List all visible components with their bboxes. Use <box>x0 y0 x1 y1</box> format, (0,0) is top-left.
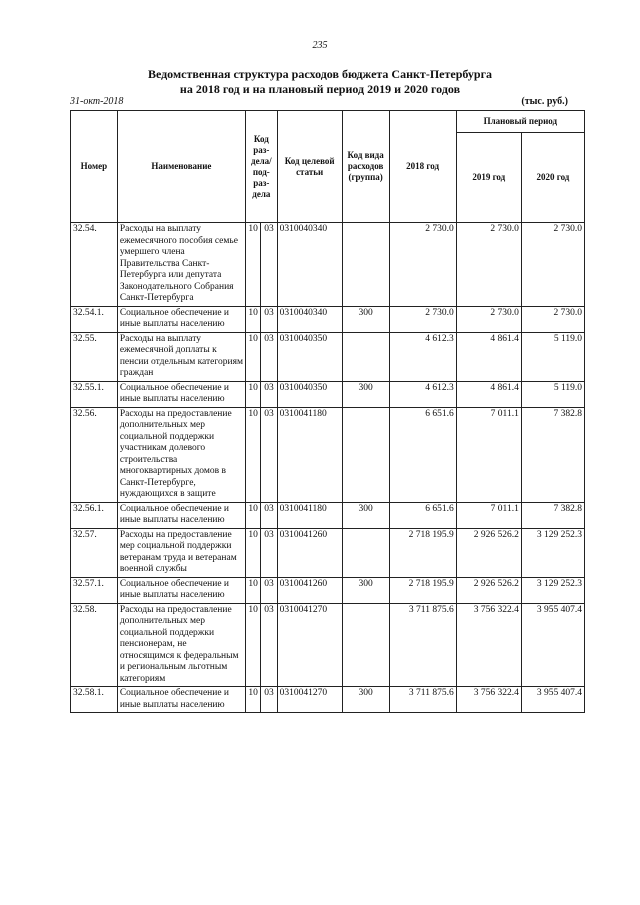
row-expense-type: 300 <box>342 577 389 603</box>
table-row <box>71 502 585 528</box>
table-body <box>71 223 585 713</box>
header-expense-type: Код вида расходов (группа) <box>342 111 389 223</box>
row-subsection-code: 03 <box>261 223 277 307</box>
row-section-code: 10 <box>246 407 261 502</box>
table-row <box>71 528 585 577</box>
row-number: 32.56. <box>71 407 118 502</box>
table-row <box>71 687 585 713</box>
row-section-code: 10 <box>246 687 261 713</box>
row-name: Расходы на предоставление мер социальной поддержки ветеранам труда и ветеранам военной службы <box>117 528 245 577</box>
row-number: 32.58. <box>71 603 118 687</box>
row-expense-type: 300 <box>342 381 389 407</box>
row-section-code: 10 <box>246 381 261 407</box>
header-planned-period: Плановый период <box>456 111 584 133</box>
row-target-code: 0310041180 <box>277 502 342 528</box>
row-section-code: 10 <box>246 332 261 381</box>
row-expense-type: 300 <box>342 306 389 332</box>
title-line-1: Ведомственная структура расходов бюджета Санкт-Петербурга <box>147 67 493 81</box>
row-target-code: 0310041180 <box>277 407 342 502</box>
row-subsection-code: 03 <box>261 332 277 381</box>
row-amount-2018: 4 612.3 <box>389 381 456 407</box>
row-subsection-code: 03 <box>261 577 277 603</box>
page-number: 235 <box>312 40 328 51</box>
row-expense-type: 300 <box>342 502 389 528</box>
row-number: 32.54. <box>71 223 118 307</box>
row-subsection-code: 03 <box>261 687 277 713</box>
table-row <box>71 381 585 407</box>
row-section-code: 10 <box>246 502 261 528</box>
row-amount-2020: 5 119.0 <box>521 332 584 381</box>
row-amount-2020: 2 730.0 <box>521 223 584 307</box>
row-amount-2018: 4 612.3 <box>389 332 456 381</box>
budget-table <box>70 110 585 713</box>
row-amount-2019: 7 011.1 <box>456 502 521 528</box>
row-amount-2019: 3 756 322.4 <box>456 687 521 713</box>
row-amount-2019: 2 926 526.2 <box>456 577 521 603</box>
row-amount-2020: 3 129 252.3 <box>521 577 584 603</box>
row-number: 32.57. <box>71 528 118 577</box>
row-expense-type <box>342 332 389 381</box>
row-expense-type: 300 <box>342 687 389 713</box>
header-target: Код целевой статьи <box>277 111 342 223</box>
row-section-code: 10 <box>246 577 261 603</box>
row-section-code: 10 <box>246 306 261 332</box>
row-expense-type <box>342 603 389 687</box>
row-section-code: 10 <box>246 603 261 687</box>
document-title <box>60 67 580 97</box>
table-row <box>71 407 585 502</box>
header-year-2020: 2020 год <box>521 133 584 223</box>
currency-unit: (тыс. руб.) <box>521 96 568 107</box>
table-row <box>71 577 585 603</box>
row-target-code: 0310040350 <box>277 332 342 381</box>
row-amount-2019: 4 861.4 <box>456 332 521 381</box>
row-subsection-code: 03 <box>261 381 277 407</box>
row-amount-2020: 3 955 407.4 <box>521 687 584 713</box>
row-amount-2019: 2 730.0 <box>456 306 521 332</box>
row-number: 32.55.1. <box>71 381 118 407</box>
row-amount-2020: 3 129 252.3 <box>521 528 584 577</box>
row-name: Социальное обеспечение и иные выплаты населению <box>117 502 245 528</box>
row-amount-2018: 6 651.6 <box>389 502 456 528</box>
row-amount-2019: 2 730.0 <box>456 223 521 307</box>
row-amount-2018: 2 730.0 <box>389 223 456 307</box>
row-name: Расходы на предоставление дополнительных мер социальной поддержки участникам долевого строительства многоквартирных домов в Санкт-Петербурге, нуждающихся в защите <box>117 407 245 502</box>
row-number: 32.57.1. <box>71 577 118 603</box>
row-expense-type <box>342 407 389 502</box>
row-subsection-code: 03 <box>261 603 277 687</box>
row-target-code: 0310040340 <box>277 223 342 307</box>
table-row <box>71 332 585 381</box>
row-amount-2020: 7 382.8 <box>521 407 584 502</box>
row-subsection-code: 03 <box>261 306 277 332</box>
header-number: Номер <box>71 111 118 223</box>
row-subsection-code: 03 <box>261 407 277 502</box>
row-amount-2020: 2 730.0 <box>521 306 584 332</box>
header-name: Наименование <box>117 111 245 223</box>
row-number: 32.54.1. <box>71 306 118 332</box>
row-amount-2020: 7 382.8 <box>521 502 584 528</box>
row-name: Социальное обеспечение и иные выплаты населению <box>117 687 245 713</box>
row-name: Расходы на предоставление дополнительных мер социальной поддержки пенсионерам, не относящимся к федеральным и региональным льготным категориям <box>117 603 245 687</box>
row-subsection-code: 03 <box>261 528 277 577</box>
row-expense-type <box>342 223 389 307</box>
row-amount-2019: 2 926 526.2 <box>456 528 521 577</box>
table-row <box>71 603 585 687</box>
row-number: 32.55. <box>71 332 118 381</box>
row-amount-2018: 3 711 875.6 <box>389 603 456 687</box>
table-row <box>71 306 585 332</box>
row-amount-2018: 3 711 875.6 <box>389 687 456 713</box>
row-amount-2019: 3 756 322.4 <box>456 603 521 687</box>
row-amount-2019: 4 861.4 <box>456 381 521 407</box>
row-number: 32.58.1. <box>71 687 118 713</box>
row-section-code: 10 <box>246 528 261 577</box>
row-target-code: 0310041270 <box>277 687 342 713</box>
row-expense-type <box>342 528 389 577</box>
row-amount-2018: 2 730.0 <box>389 306 456 332</box>
table-row <box>71 223 585 307</box>
row-amount-2018: 6 651.6 <box>389 407 456 502</box>
document-date: 31-окт-2018 <box>70 96 124 107</box>
row-number: 32.56.1. <box>71 502 118 528</box>
row-name: Расходы на выплату ежемесячного пособия семье умершего члена Правительства Санкт-Петербурга или депутата Законодательного Собрания Санкт-Петербурга <box>117 223 245 307</box>
row-name: Социальное обеспечение и иные выплаты населению <box>117 306 245 332</box>
row-target-code: 0310041270 <box>277 603 342 687</box>
row-amount-2019: 7 011.1 <box>456 407 521 502</box>
row-amount-2020: 5 119.0 <box>521 381 584 407</box>
row-target-code: 0310040340 <box>277 306 342 332</box>
header-year-2019: 2019 год <box>456 133 521 223</box>
header-section: Код раз-дела/ под-раз-дела <box>246 111 278 223</box>
row-name: Социальное обеспечение и иные выплаты населению <box>117 577 245 603</box>
title-line-2: на 2018 год и на плановый период 2019 и 2020 годов <box>179 82 461 96</box>
row-target-code: 0310041260 <box>277 528 342 577</box>
row-name: Социальное обеспечение и иные выплаты населению <box>117 381 245 407</box>
header-year-2018: 2018 год <box>389 111 456 223</box>
row-section-code: 10 <box>246 223 261 307</box>
row-amount-2020: 3 955 407.4 <box>521 603 584 687</box>
row-amount-2018: 2 718 195.9 <box>389 528 456 577</box>
row-name: Расходы на выплату ежемесячной доплаты к пенсии отдельным категориям граждан <box>117 332 245 381</box>
row-target-code: 0310041260 <box>277 577 342 603</box>
row-target-code: 0310040350 <box>277 381 342 407</box>
row-subsection-code: 03 <box>261 502 277 528</box>
row-amount-2018: 2 718 195.9 <box>389 577 456 603</box>
